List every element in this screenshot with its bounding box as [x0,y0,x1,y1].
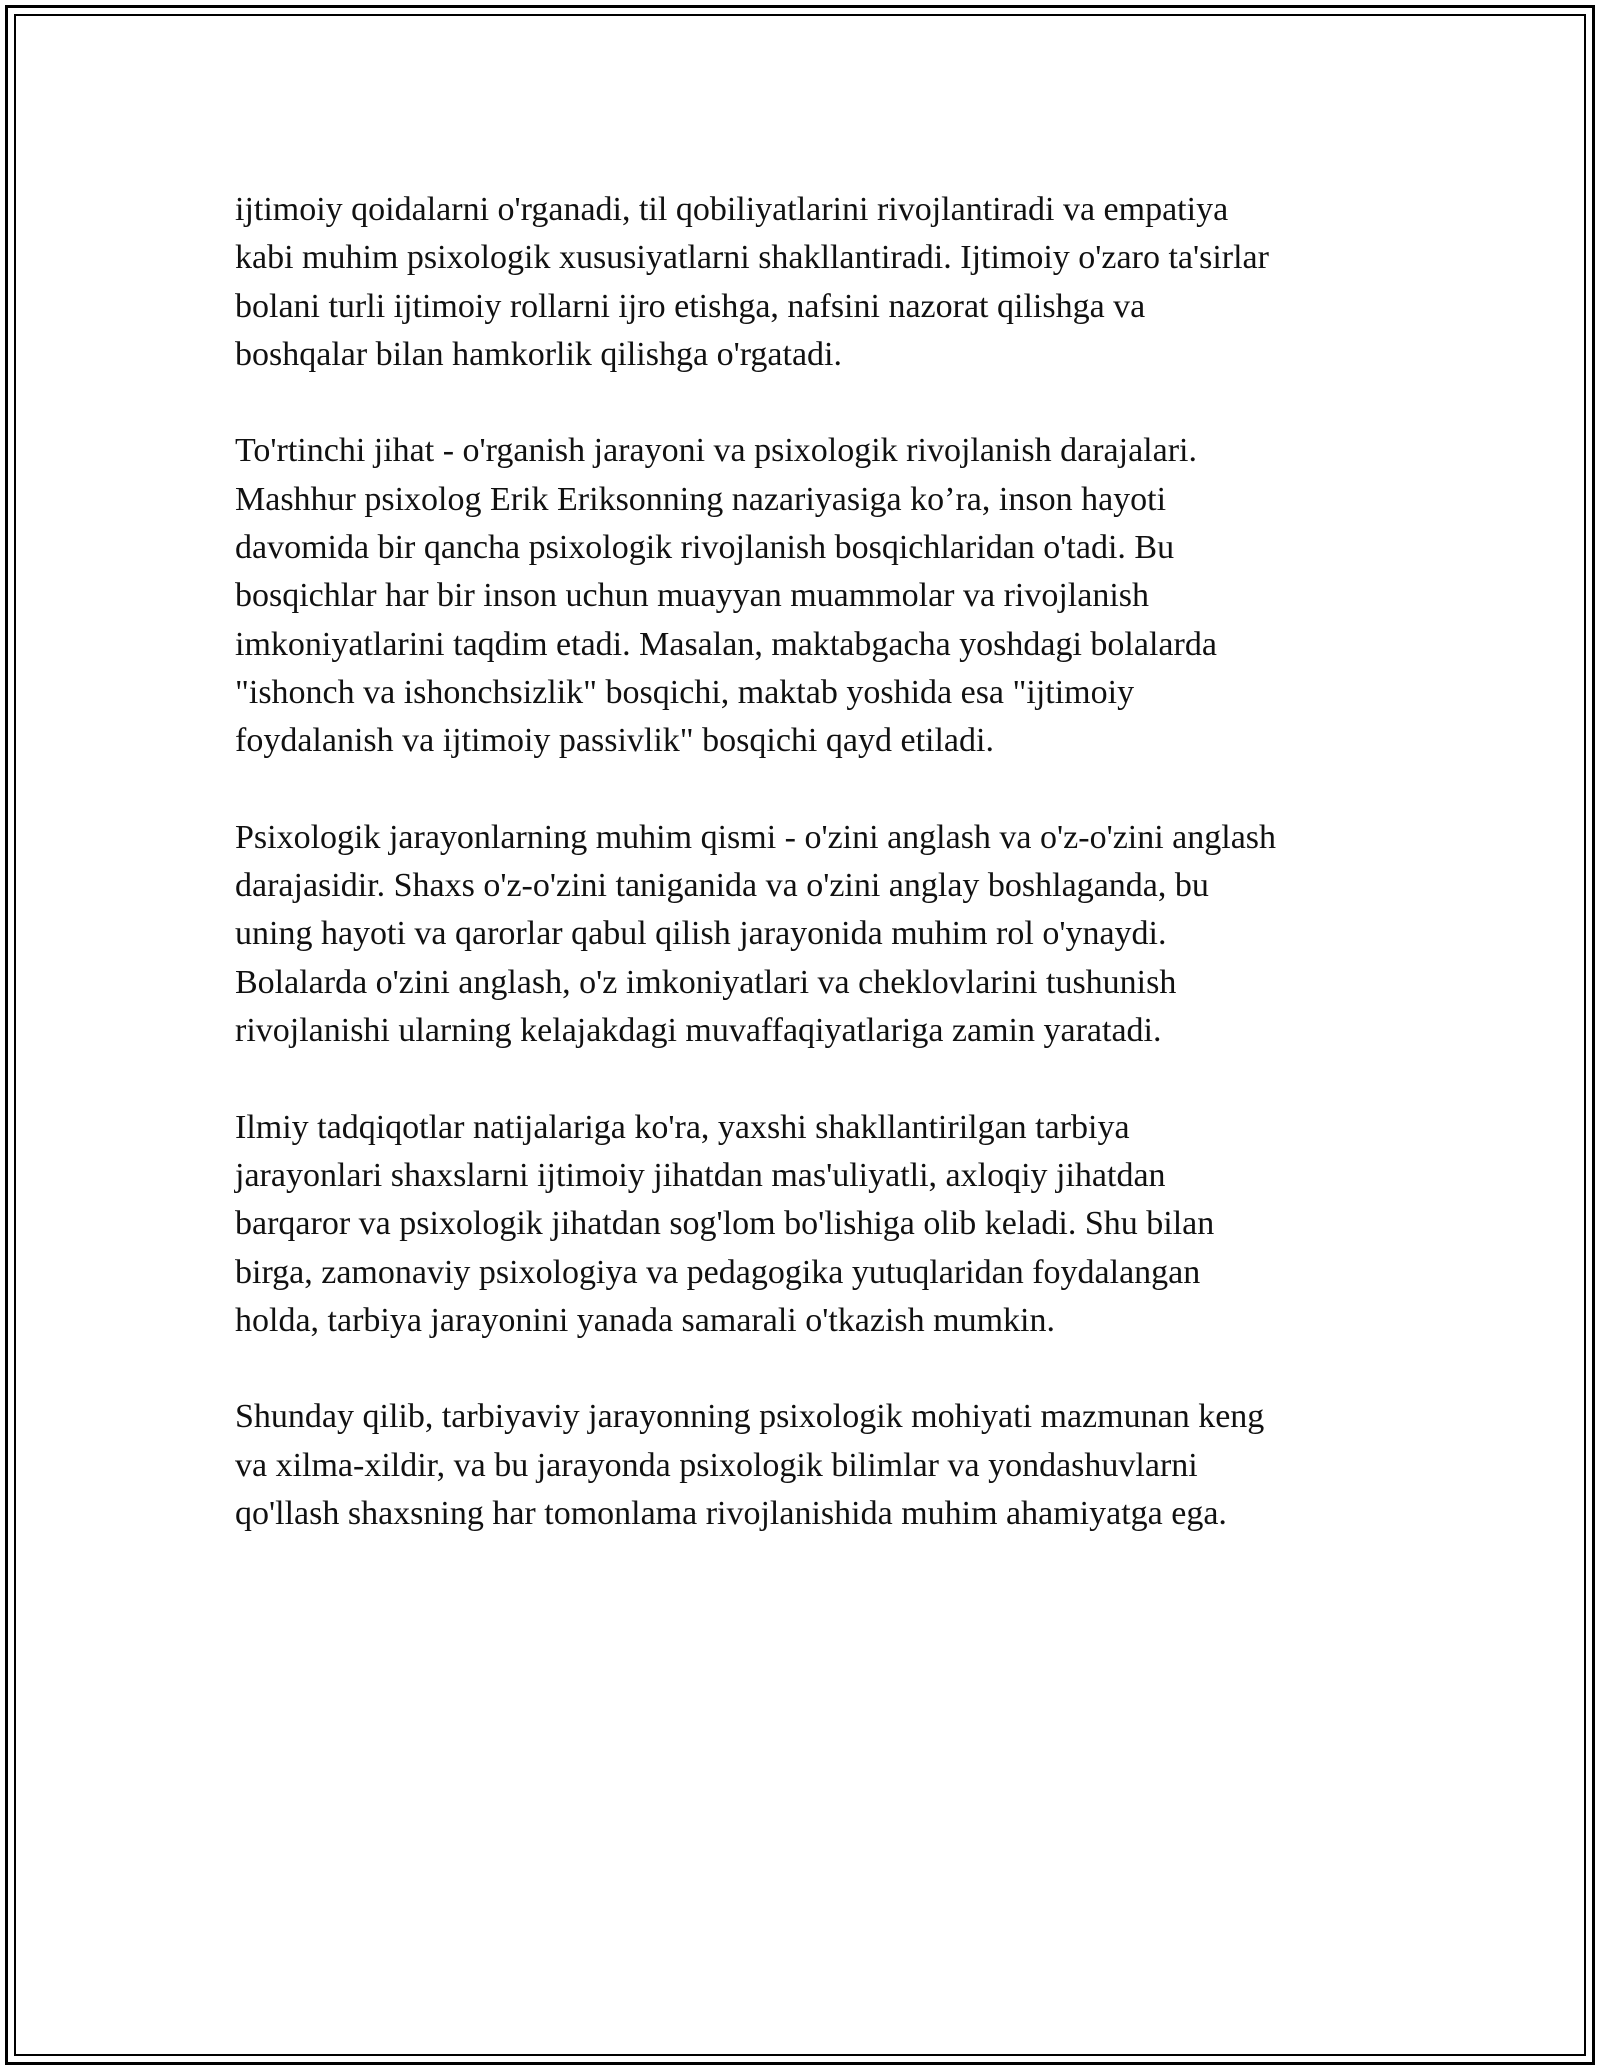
paragraph-line: Shunday qilib, tarbiyaviy jarayonning psixologik mohiyati mazmunan keng [235,1398,1265,1436]
paragraph-line: imkoniyatlarini taqdim etadi. Masalan, maktabgacha yoshdagi bolalarda [235,625,1217,663]
paragraph-line: davomida bir qancha psixologik rivojlanish bosqichlaridan o'tadi. Bu [235,529,1175,567]
paragraph-line: boshqalar bilan hamkorlik qilishga o'rgatadi. [235,335,842,373]
document-body [235,186,1385,1538]
paragraph-line: bosqichlar har bir inson uchun muayyan muammolar va rivojlanish [235,577,1150,615]
paragraph-2 [235,427,1385,765]
paragraph-line: "ishonch va ishonchsizlik" bosqichi, maktab yoshida esa "ijtimoiy [235,673,1135,711]
paragraph-line: darajasidir. Shaxs o'z-o'zini taniganida va o'zini anglay boshlaganda, bu [235,867,1209,905]
paragraph-line: bolani turli ijtimoiy rollarni ijro etishga, nafsini nazorat qilishga va [235,287,1146,325]
paragraph-line: Mashhur psixolog Erik Eriksonning nazariyasiga ko’ra, inson hayoti [235,480,1167,518]
paragraph-line: holda, tarbiya jarayonini yanada samarali o'tkazish mumkin. [235,1301,1055,1339]
paragraph-line: Bolalarda o'zini anglash, o'z imkoniyatlari va cheklovlarini tushunish [235,963,1177,1001]
paragraph-3 [235,814,1385,1055]
paragraph-line: Ilmiy tadqiqotlar natijalariga ko'ra, yaxshi shakllantirilgan tarbiya [235,1108,1130,1146]
paragraph-1 [235,186,1385,379]
paragraph-4 [235,1104,1385,1345]
paragraph-line: kabi muhim psixologik xususiyatlarni shakllantiradi. Ijtimoiy o'zaro ta'sirlar [235,239,1269,277]
paragraph-line: ijtimoiy qoidalarni o'rganadi, til qobiliyatlarini rivojlantiradi va empatiya [235,191,1229,228]
paragraph-line: foydalanish va ijtimoiy passivlik" bosqichi qayd etiladi. [235,722,994,760]
paragraph-line: jarayonlari shaxslarni ijtimoiy jihatdan mas'uliyatli, axloqiy jihatdan [235,1156,1166,1194]
paragraph-line: Psixologik jarayonlarning muhim qismi - o'zini anglash va o'z-o'zini anglash [235,818,1277,856]
paragraph-line: qo'llash shaxsning har tomonlama rivojlanishida muhim ahamiyatga ega. [235,1495,1227,1533]
paragraph-line: birga, zamonaviy psixologiya va pedagogika yutuqlaridan foydalangan [235,1253,1201,1291]
paragraph-5 [235,1393,1385,1538]
paragraph-line: barqaror va psixologik jihatdan sog'lom bo'lishiga olib keladi. Shu bilan [235,1205,1215,1243]
paragraph-line: uning hayoti va qarorlar qabul qilish jarayonida muhim rol o'ynaydi. [235,915,1167,953]
paragraph-line: To'rtinchi jihat - o'rganish jarayoni va psixologik rivojlanish darajalari. [235,432,1197,470]
paragraph-line: rivojlanishi ularning kelajakdagi muvaffaqiyatlariga zamin yaratadi. [235,1012,1162,1050]
paragraph-line: va xilma-xildir, va bu jarayonda psixologik bilimlar va yondashuvlarni [235,1446,1198,1484]
